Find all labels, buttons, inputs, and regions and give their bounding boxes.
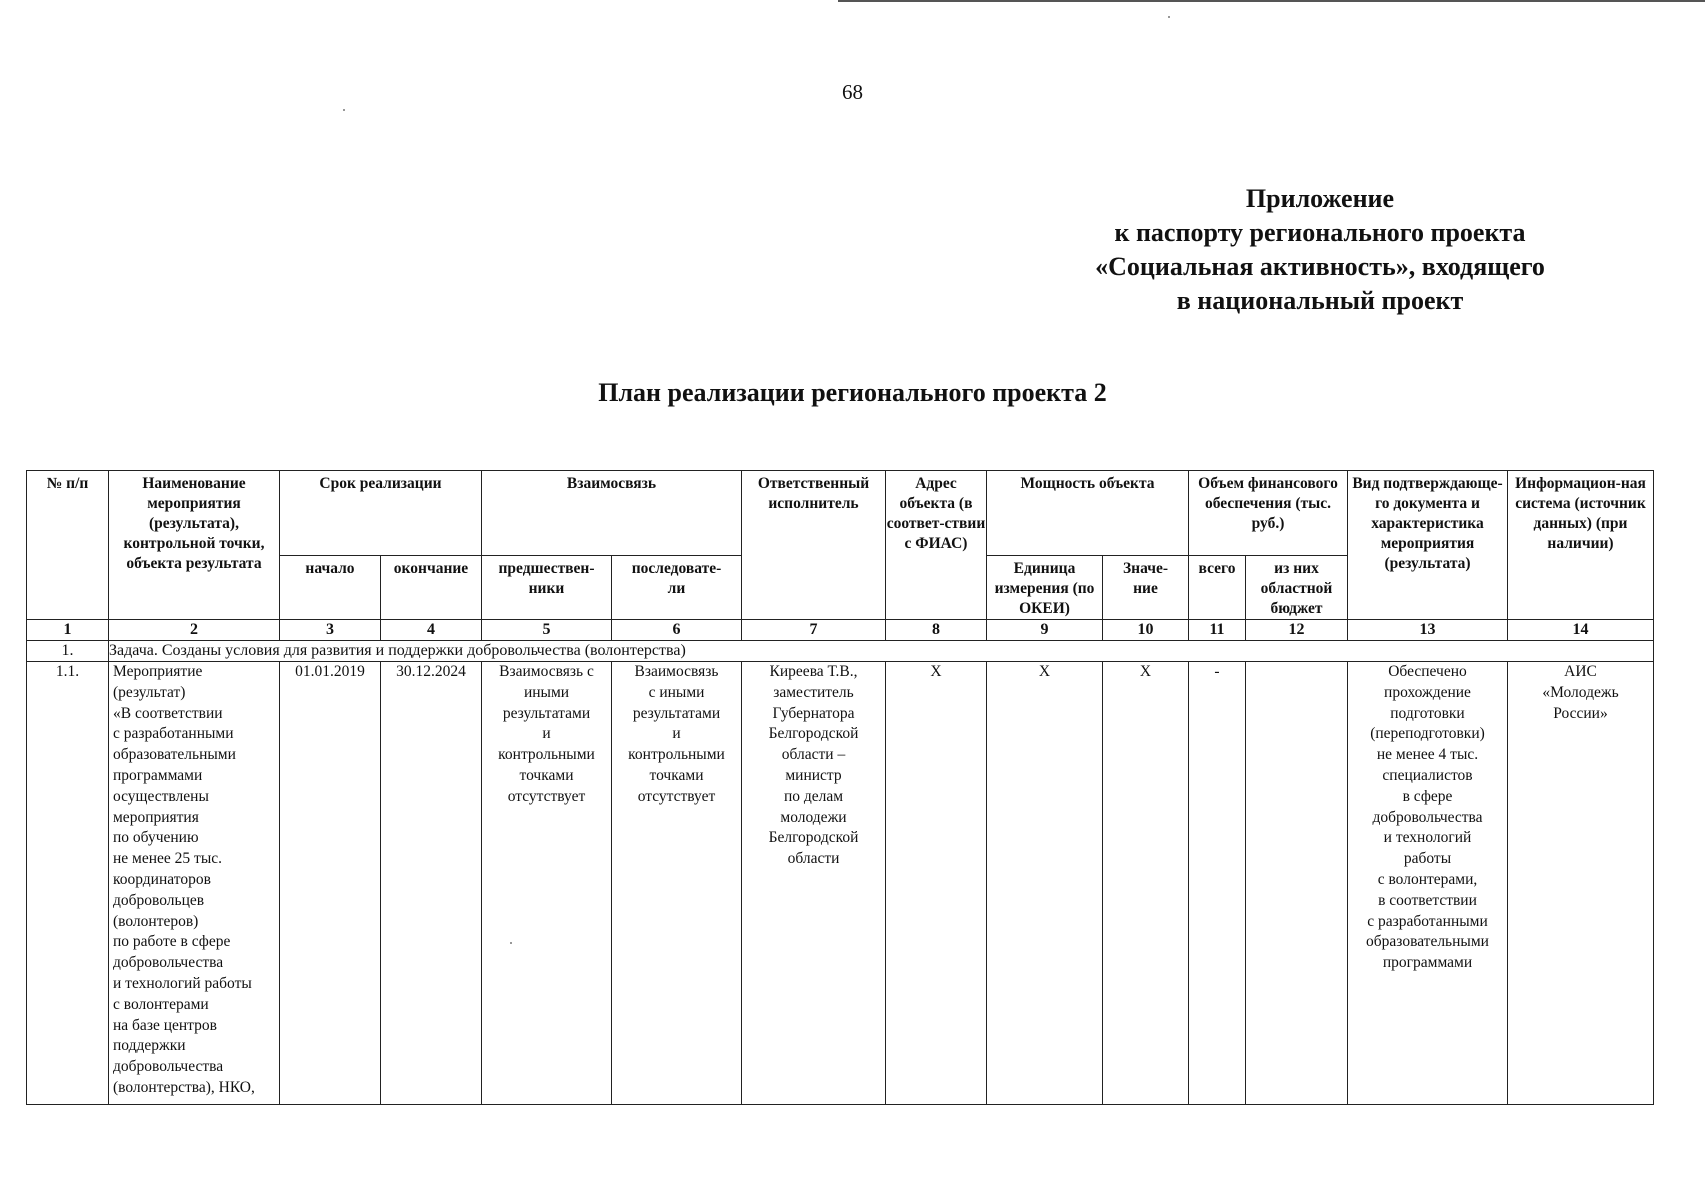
header-document: Вид подтверждающе-го документа и характеристика мероприятия (результата)	[1348, 471, 1508, 620]
header-value: Значе- ние	[1103, 556, 1189, 620]
header-period: Срок реализации	[280, 471, 482, 556]
header-info-system: Информацион-ная система (источник данных) (при наличии)	[1508, 471, 1654, 620]
end-date: 30.12.2024	[381, 662, 482, 1105]
table-row	[27, 662, 1654, 1105]
column-number: 12	[1246, 620, 1348, 641]
header-name: Наименование мероприятия (результата), контрольной точки, объекта результата	[109, 471, 280, 620]
column-number: 13	[1348, 620, 1508, 641]
header-responsible: Ответственный исполнитель	[742, 471, 886, 620]
row-number: 1.1.	[27, 662, 109, 1105]
document-cell: Обеспечено прохождение подготовки (переподготовки) не менее 4 тыс. специалистов в сфере добровольчества и технологий работы с волонтерами, в соответствии с разработанными образовательными программами	[1348, 662, 1508, 1105]
predecessors-cell: Взаимосвязь с иными результатами и контрольными точками отсутствует	[482, 662, 612, 1105]
task-text: Задача. Созданы условия для развития и поддержки добровольчества (волонтерства)	[109, 641, 1654, 662]
column-number: 11	[1189, 620, 1246, 641]
appendix-heading	[1040, 182, 1600, 318]
task-number: 1.	[27, 641, 109, 662]
header-relation: Взаимосвязь	[482, 471, 742, 556]
column-number: 2	[109, 620, 280, 641]
address-cell: Х	[886, 662, 987, 1105]
column-number: 4	[381, 620, 482, 641]
value-cell: Х	[1103, 662, 1189, 1105]
header-successors: последовате- ли	[612, 556, 742, 620]
start-date: 01.01.2019	[280, 662, 381, 1105]
page-number: 68	[842, 80, 863, 104]
column-number: 6	[612, 620, 742, 641]
header-finance: Объем финансового обеспечения (тыс. руб.)	[1189, 471, 1348, 556]
regional-budget-cell	[1246, 662, 1348, 1105]
scan-speck	[1168, 16, 1170, 18]
column-number: 10	[1103, 620, 1189, 641]
scan-speck	[343, 109, 345, 111]
total-cell: -	[1189, 662, 1246, 1105]
header-row-top	[27, 471, 1654, 556]
appendix-line: «Социальная активность», входящего	[1095, 252, 1545, 281]
header-total: всего	[1189, 556, 1246, 620]
activity-name: Мероприятие (результат) «В соответствии с разработанными образовательными программами осуществлены мероприятия по обучению не менее 25 тыс. координаторов добровольцев (волонтеров) по работе в сфере добровольчества и технологий работы с волонтерами на базе центров поддержки добровольчества (волонтерства), НКО,	[109, 662, 280, 1105]
column-number: 3	[280, 620, 381, 641]
appendix-line: в национальный проект	[1176, 286, 1464, 315]
header-regional: из них областной бюджет	[1246, 556, 1348, 620]
header-num: № п/п	[27, 471, 109, 620]
plan-title: План реализации регионального проекта 2	[598, 378, 1107, 407]
header-start: начало	[280, 556, 381, 620]
column-number: 9	[987, 620, 1103, 641]
header-unit: Единица измерения (по ОКЕИ)	[987, 556, 1103, 620]
column-number: 5	[482, 620, 612, 641]
column-number-row	[27, 620, 1654, 641]
top-border-line	[838, 0, 1705, 2]
unit-cell: Х	[987, 662, 1103, 1105]
plan-table	[26, 470, 1654, 1105]
info-system-cell: АИС «Молодежь России»	[1508, 662, 1654, 1105]
column-number: 8	[886, 620, 987, 641]
responsible-cell: Киреева Т.В., заместитель Губернатора Белгородской области – министр по делам молодежи Белгородской области	[742, 662, 886, 1105]
header-predecessors: предшествен- ники	[482, 556, 612, 620]
task-row	[27, 641, 1654, 662]
column-number: 1	[27, 620, 109, 641]
appendix-line: Приложение	[1245, 184, 1395, 213]
header-end: окончание	[381, 556, 482, 620]
column-number: 7	[742, 620, 886, 641]
header-address: Адрес объекта (в соответ-ствии с ФИАС)	[886, 471, 987, 620]
column-number: 14	[1508, 620, 1654, 641]
header-capacity: Мощность объекта	[987, 471, 1189, 556]
appendix-line: к паспорту регионального проекта	[1114, 218, 1526, 247]
successors-cell: Взаимосвязь с иными результатами и контрольными точками отсутствует	[612, 662, 742, 1105]
